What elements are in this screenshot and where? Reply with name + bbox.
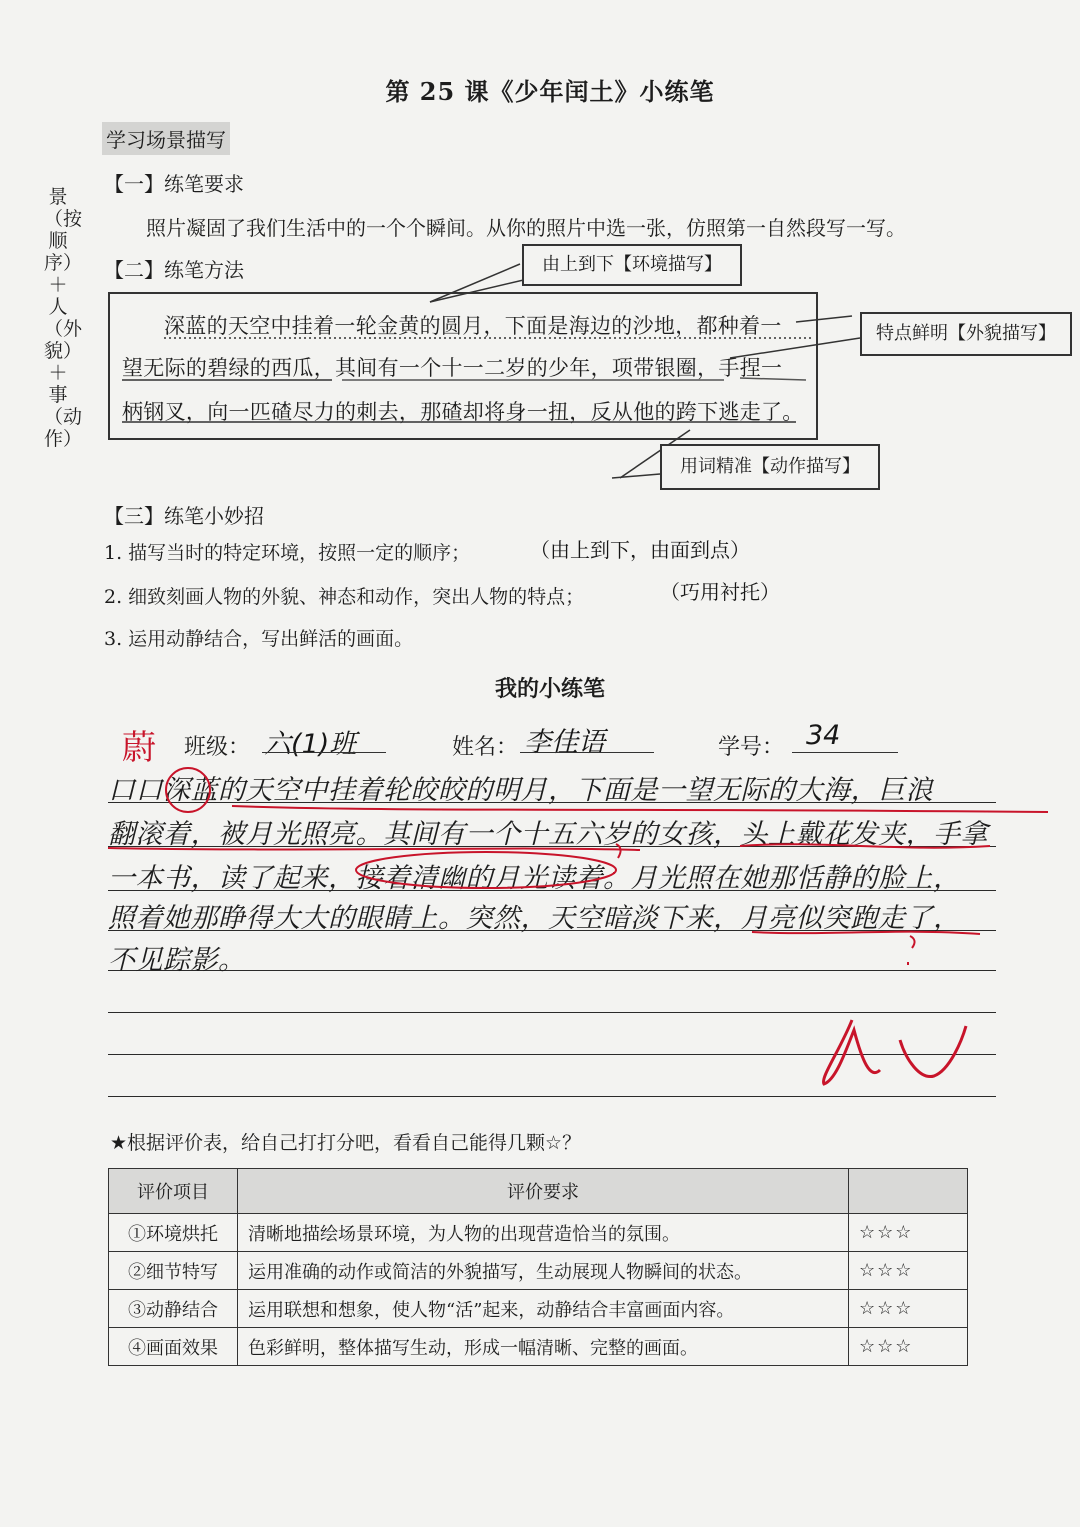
header-stars: [849, 1169, 968, 1214]
page-title: 第 25 课《少年闰土》小练笔: [385, 77, 715, 106]
header-item: 评价项目: [109, 1169, 238, 1214]
tip-3: 3. 运用动静结合，写出鲜活的画面。: [104, 628, 414, 650]
essay-line-2: 翻滚着，被月光照亮。其间有一个十五六岁的女孩，头上戴花发夹，手拿: [108, 819, 988, 850]
evaluation-prompt: ★根据评价表，给自己打打分吧，看看自己能得几颗☆？: [110, 1132, 582, 1154]
section1-text: 照片凝固了我们生活中的一个个瞬间。从你的照片中选一张，仿照第一自然段写一写。: [146, 216, 906, 240]
passage-line-2: 望无际的碧绿的西瓜，其间有一个十一二岁的少年，项带银圈，手捏一: [122, 356, 783, 380]
scene-tag: 学习场景描写: [102, 122, 230, 155]
tip-1: 1. 描写当时的特定环境，按照一定的顺序；: [104, 542, 471, 564]
callout-appearance: 特点鲜明【外貌描写】: [860, 312, 1072, 356]
callout-action: 用词精准【动作描写】: [660, 444, 880, 490]
essay-line-5: 不见踪影。: [108, 945, 246, 976]
table-row: [109, 1252, 968, 1290]
table-row: [109, 1290, 968, 1328]
tip-2: 2. 细致刻画人物的外貌、神态和动作，突出人物的特点；: [104, 586, 585, 608]
practice-title: 我的小练笔: [494, 676, 605, 702]
row-item: ④画面效果: [109, 1328, 238, 1366]
row-stars[interactable]: ☆☆☆: [849, 1214, 968, 1252]
teacher-mark: 蔚: [122, 728, 156, 768]
evaluation-header-row: [109, 1169, 968, 1214]
section2-heading: 【二】练笔方法: [104, 258, 244, 282]
row-stars[interactable]: ☆☆☆: [849, 1328, 968, 1366]
row-item: ①环境烘托: [109, 1214, 238, 1252]
name-label: 姓名：: [452, 735, 519, 760]
row-stars[interactable]: ☆☆☆: [849, 1252, 968, 1290]
side-margin-note: 景（按顺序）＋人（外貌）＋事（动作）: [44, 186, 83, 450]
row-item: ③动静结合: [109, 1290, 238, 1328]
evaluation-table: [108, 1168, 968, 1366]
table-row: [109, 1328, 968, 1366]
row-requirement: 色彩鲜明，整体描写生动，形成一幅清晰、完整的画面。: [238, 1328, 849, 1366]
row-requirement: 运用联想和想象，使人物“活”起来，动静结合丰富画面内容。: [238, 1290, 849, 1328]
row-requirement: 运用准确的动作或简洁的外貌描写，生动展现人物瞬间的状态。: [238, 1252, 849, 1290]
callout-environment: 由上到下【环境描写】: [522, 244, 742, 286]
class-value: 六(1)班: [264, 729, 357, 760]
number-label: 学号：: [718, 735, 785, 760]
grade-mark: [823, 1020, 966, 1084]
row-stars[interactable]: ☆☆☆: [849, 1290, 968, 1328]
table-row: [109, 1214, 968, 1252]
tip-2-note: （巧用衬托）: [660, 580, 780, 604]
number-value: 34: [806, 720, 841, 751]
essay-line-3: 一本书，读了起来，接着清幽的月光读着。月光照在她那恬静的脸上，: [108, 863, 961, 894]
passage-line-1: 深蓝的天空中挂着一轮金黄的圆月，下面是海边的沙地，都种着一: [164, 314, 782, 338]
tip-1-note: （由上到下，由面到点）: [530, 538, 750, 562]
section3-heading: 【三】练笔小妙招: [104, 504, 264, 528]
header-requirement: 评价要求: [238, 1169, 849, 1214]
row-requirement: 清晰地描绘场景环境，为人物的出现营造恰当的氛围。: [238, 1214, 849, 1252]
section1-heading: 【一】练笔要求: [104, 172, 244, 196]
row-item: ②细节特写: [109, 1252, 238, 1290]
passage-line-3: 柄钢叉，向一匹碴尽力的刺去，那碴却将身一扭，反从他的跨下逃走了。: [122, 400, 804, 424]
name-value: 李佳语: [524, 727, 605, 758]
essay-line-1: 口口深蓝的天空中挂着轮皎皎的明月，下面是一望无际的大海，巨浪: [108, 775, 933, 806]
essay-line-4: 照着她那睁得大大的眼睛上。突然，天空暗淡下来，月亮似突跑走了，: [108, 903, 961, 934]
class-label: 班级：: [184, 735, 251, 760]
